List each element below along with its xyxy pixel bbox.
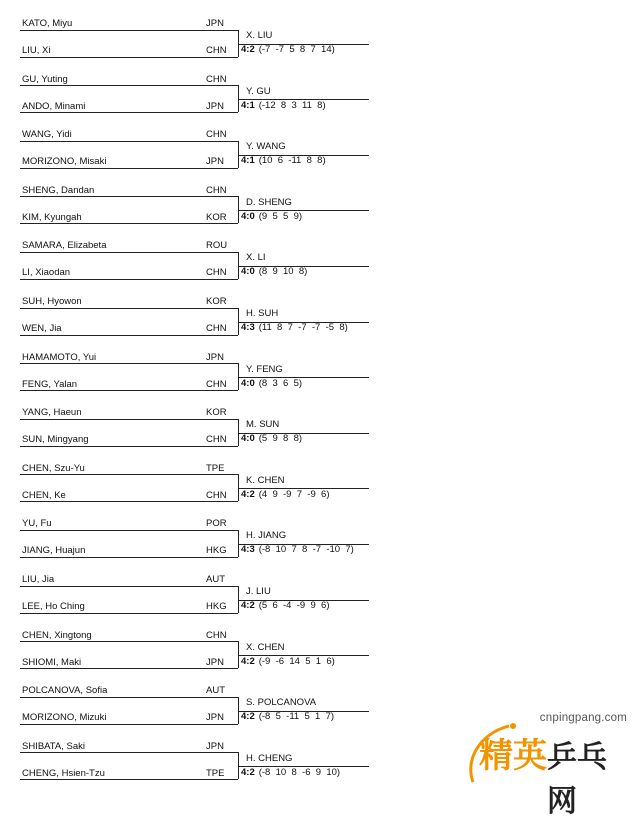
game-scores: (-12 8 3 11 8) [258, 99, 326, 111]
game-scores: (11 8 7 -7 -7 -5 8) [258, 322, 348, 333]
game-scores: (10 6 -11 8 8) [258, 155, 326, 167]
player-nation: CHN [206, 378, 227, 390]
player-name: FENG, Yalan [22, 378, 78, 390]
match-result: 4:2 [241, 655, 255, 667]
player-name: GU, Yuting [22, 73, 68, 85]
player-nation: CHN [206, 629, 227, 641]
game-scores: (5 6 -4 -9 9 6) [258, 600, 330, 611]
game-scores: (-7 -7 5 8 7 14) [258, 44, 335, 55]
player-nation: CHN [206, 489, 227, 501]
player-nation: KOR [206, 211, 227, 223]
bracket-line [20, 335, 238, 336]
player-nation: KOR [206, 407, 227, 419]
match-score [241, 656, 335, 667]
player-name: CHEN, Ke [22, 489, 66, 501]
player-name: CHEN, Xingtong [22, 629, 92, 641]
game-scores: (4 9 -9 7 -9 6) [258, 488, 330, 500]
match-score [241, 266, 307, 277]
bracket-line [20, 613, 238, 614]
player-name: SHIBATA, Saki [22, 740, 85, 752]
bracket-line [20, 586, 238, 587]
winner-name: X. CHEN [246, 641, 285, 653]
watermark-url: cnpingpang.com [539, 712, 627, 724]
player-name: LIU, Xi [22, 45, 51, 56]
player-name: SHENG, Dandan [22, 184, 95, 196]
bracket-line [20, 419, 238, 420]
winner-name: Y. WANG [246, 141, 286, 153]
game-scores: (-8 5 -11 5 1 7) [258, 711, 335, 723]
game-scores: (5 9 8 8) [258, 433, 303, 445]
match-score [241, 378, 302, 389]
bracket-line [20, 252, 238, 253]
bracket-line [20, 446, 238, 447]
player-nation: JPN [206, 656, 224, 668]
match-result: 4:1 [241, 99, 255, 111]
match-result: 4:0 [241, 433, 255, 445]
player-name: YANG, Haeun [22, 407, 82, 419]
game-scores: (9 5 5 9) [258, 210, 303, 222]
player-nation: POR [206, 518, 227, 530]
bracket-line [20, 641, 238, 642]
match-score [241, 711, 334, 722]
bracket-line [238, 363, 239, 390]
bracket-line [20, 697, 238, 698]
winner-name: H. JIANG [246, 530, 287, 542]
bracket-line [238, 530, 239, 557]
bracket-line [238, 697, 239, 724]
bracket-line [20, 308, 238, 309]
player-nation: CHN [206, 129, 227, 141]
match-result: 4:0 [241, 377, 255, 389]
player-name: MORIZONO, Misaki [22, 156, 107, 168]
game-scores: (-8 10 8 -6 9 10) [258, 766, 341, 778]
player-name: CHENG, Hsien-Tzu [22, 767, 105, 779]
match-result: 4:2 [241, 44, 255, 55]
match-result: 4:2 [241, 600, 255, 611]
watermark [465, 712, 635, 819]
bracket-line [238, 308, 239, 335]
player-nation: CHN [206, 73, 227, 85]
player-name: LEE, Ho Ching [22, 601, 85, 612]
bracket-line [238, 752, 239, 779]
winner-name: K. CHEN [246, 474, 285, 486]
player-nation: JPN [206, 712, 224, 724]
match-score [241, 100, 326, 111]
bracket-line [20, 530, 238, 531]
match-score [241, 600, 329, 611]
winner-name: Y. FENG [246, 363, 283, 375]
bracket-line [20, 779, 238, 780]
watermark-brand-jingying: 精英 [479, 736, 547, 776]
match-result: 4:2 [241, 711, 255, 723]
match-result: 4:3 [241, 322, 255, 333]
player-name: SUN, Mingyang [22, 434, 89, 446]
player-name: POLCANOVA, Sofia [22, 685, 108, 697]
player-nation: AUT [206, 574, 225, 585]
match-score [241, 433, 302, 444]
player-name: SUH, Hyowon [22, 296, 82, 307]
bracket-line [238, 641, 239, 668]
bracket-line [20, 501, 238, 502]
bracket-line [20, 390, 238, 391]
bracket-line [20, 57, 238, 58]
bracket-line [20, 112, 238, 113]
winner-name: X. LI [246, 252, 266, 264]
bracket-line [20, 557, 238, 558]
match-score [241, 155, 326, 166]
player-nation: HKG [206, 545, 227, 557]
bracket-line [20, 196, 238, 197]
player-nation: JPN [206, 351, 224, 363]
player-name: JIANG, Huajun [22, 545, 86, 557]
player-nation: TPE [206, 767, 225, 779]
bracket-line [238, 141, 239, 168]
player-nation: AUT [206, 685, 225, 697]
match-result: 4:2 [241, 766, 255, 778]
bracket-line [238, 474, 239, 501]
game-scores: (-9 -6 14 5 1 6) [258, 655, 335, 667]
bracket-line [20, 141, 238, 142]
winner-name: Y. GU [246, 85, 271, 97]
player-name: KIM, Kyungah [22, 211, 82, 223]
bracket-line [20, 668, 238, 669]
player-nation: CHN [206, 323, 227, 334]
match-score [241, 544, 354, 555]
player-nation: KOR [206, 296, 227, 307]
match-result: 4:0 [241, 266, 255, 278]
bracket-line [20, 168, 238, 169]
winner-name: J. LIU [246, 586, 271, 597]
bracket-line [20, 363, 238, 364]
winner-name: D. SHENG [246, 196, 292, 208]
player-nation: ROU [206, 240, 228, 252]
player-nation: CHN [206, 434, 227, 446]
winner-name: S. POLCANOVA [246, 697, 317, 709]
winner-name: H. SUH [246, 308, 279, 319]
bracket-line [20, 279, 238, 280]
bracket-line [20, 752, 238, 753]
match-score [241, 322, 348, 333]
player-name: WANG, Yidi [22, 129, 72, 141]
match-result: 4:1 [241, 155, 255, 167]
game-scores: (8 9 10 8) [258, 266, 308, 278]
game-scores: (8 3 6 5) [258, 377, 303, 389]
player-name: SHIOMI, Maki [22, 656, 82, 668]
bracket-line [20, 223, 238, 224]
match-result: 4:3 [241, 544, 255, 556]
winner-name: X. LIU [246, 30, 273, 41]
player-nation: CHN [206, 184, 227, 196]
match-score [241, 767, 340, 778]
watermark-brand-pingpangwang: 乒乓网 [547, 740, 607, 819]
bracket-line [20, 30, 238, 31]
player-name: WEN, Jia [22, 323, 62, 334]
player-name: CHEN, Szu-Yu [22, 462, 85, 474]
bracket-line [20, 85, 238, 86]
player-name: ANDO, Minami [22, 100, 86, 112]
bracket-line [238, 85, 239, 112]
match-score [241, 44, 335, 55]
player-name: MORIZONO, Mizuki [22, 712, 107, 724]
match-score [241, 489, 329, 500]
player-nation: CHN [206, 267, 227, 279]
player-name: LIU, Jia [22, 574, 55, 585]
player-name: HAMAMOTO, Yui [22, 351, 97, 363]
player-nation: JPN [206, 100, 224, 112]
bracket-line [238, 419, 239, 446]
match-result: 4:2 [241, 488, 255, 500]
player-nation: TPE [206, 462, 225, 474]
player-nation: JPN [206, 156, 224, 168]
player-name: YU, Fu [22, 518, 52, 530]
player-nation: CHN [206, 45, 227, 56]
player-nation: JPN [206, 18, 224, 29]
player-name: KATO, Miyu [22, 18, 73, 29]
bracket-line [238, 586, 239, 613]
winner-name: M. SUN [246, 419, 280, 431]
bracket-line [238, 252, 239, 279]
player-nation: HKG [206, 601, 227, 612]
player-nation: JPN [206, 740, 224, 752]
bracket-line [20, 724, 238, 725]
winner-name: H. CHENG [246, 752, 293, 764]
bracket-line [238, 196, 239, 223]
match-score [241, 211, 302, 222]
match-result: 4:0 [241, 210, 255, 222]
game-scores: (-8 10 7 8 -7 -10 7) [258, 544, 354, 556]
bracket-line [238, 30, 239, 57]
player-name: SAMARA, Elizabeta [22, 240, 107, 252]
player-name: LI, Xiaodan [22, 267, 71, 279]
bracket-line [20, 474, 238, 475]
